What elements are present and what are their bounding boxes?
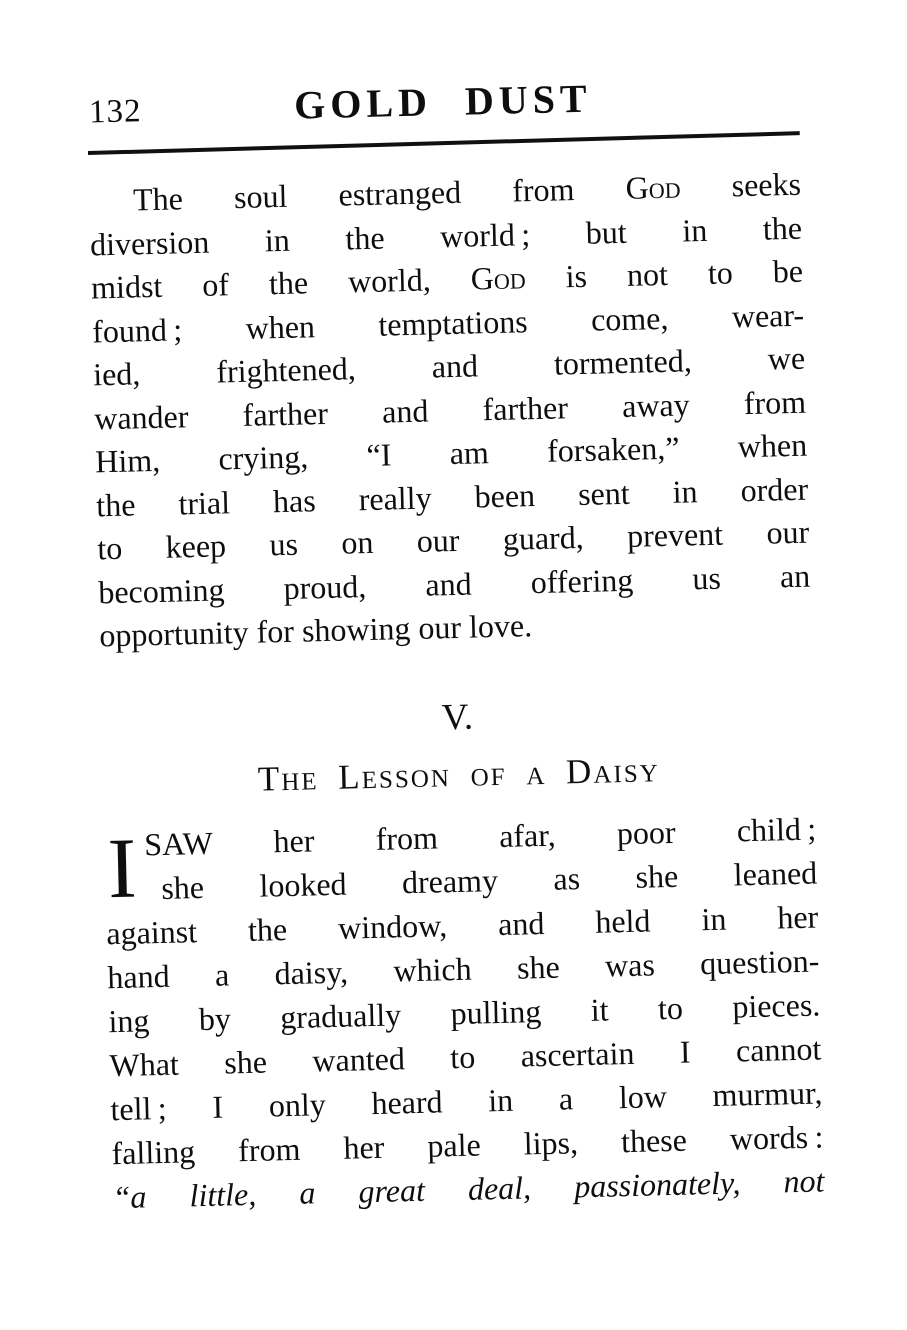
page-number: 132	[88, 93, 142, 131]
body-text: to keep us on our guard, prevent our	[96, 513, 810, 567]
body-text: seeks	[680, 165, 802, 205]
body-text: Him, crying, “I am forsaken,” when	[94, 426, 808, 480]
body-text: she looked dreamy as she leaned	[160, 854, 818, 906]
body-text: ing by gradually pulling it to pieces.	[108, 985, 821, 1039]
body-text: against the window, and held in her	[105, 898, 819, 951]
body-text: is not to be	[525, 252, 804, 296]
italic-text: “a little, a great deal, passionately, not	[112, 1161, 825, 1215]
body-text: opportunity for showing our love.	[98, 607, 533, 654]
body-text: found ; when temptations come, wear-	[91, 296, 805, 349]
drop-cap-initial: I	[106, 819, 138, 916]
small-caps-text: God	[470, 259, 527, 297]
paragraph-soul-estranged	[89, 163, 812, 658]
body-text: becoming proud, and offering us an	[97, 557, 811, 610]
body-text: SAW her from afar, poor child ;	[143, 810, 817, 862]
body-text: wander farther and farther away from	[93, 383, 807, 436]
paragraph-lines	[104, 806, 825, 1219]
running-title: GOLD DUST	[293, 75, 593, 128]
header-rule	[88, 131, 800, 155]
body-text: ied, frightened, and tormented, we	[92, 339, 806, 393]
paragraph-lesson-of-daisy	[104, 806, 825, 1219]
body-text: hand a daisy, which she was question-	[106, 941, 820, 995]
body-text: tell ; I only heard in a low murmur,	[110, 1073, 823, 1127]
body-text: diversion in the world ; but in the	[89, 209, 803, 262]
body-text: What she wanted to ascertain I cannot	[109, 1029, 822, 1083]
page-content	[86, 70, 824, 1219]
body-text: The soul estranged from	[132, 169, 627, 218]
page-header	[86, 70, 799, 137]
body-text: midst of the world,	[90, 260, 472, 306]
section-title: The Lesson of a Daisy	[257, 749, 661, 799]
section-numeral: V.	[441, 696, 474, 738]
body-text: the trial has really been sent in order	[95, 470, 809, 523]
body-text: falling from her pale lips, these words :	[111, 1117, 824, 1171]
small-caps-text: God	[625, 168, 681, 206]
